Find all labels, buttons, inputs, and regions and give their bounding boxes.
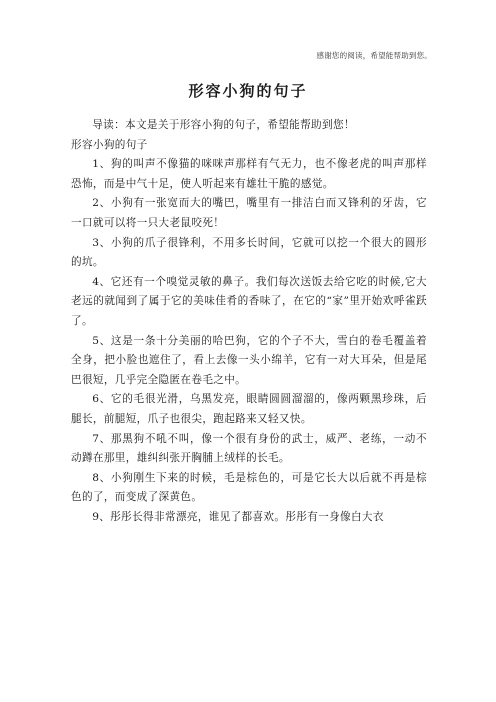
paragraph: 8、小狗刚生下来的时候，毛是棕色的，可是它长大以后就不再是棕色的了，而变成了深黄色。 bbox=[71, 471, 427, 504]
intro-paragraph: 导读：本文是关于形容小狗的句子，希望能帮助到您！ bbox=[92, 119, 355, 131]
document-body bbox=[71, 116, 427, 527]
page-title: 形容小狗的句子 bbox=[188, 82, 308, 100]
paragraph: 4、它还有一个嗅觉灵敏的鼻子。我们每次送饭去给它吃的时候,它大老远的就闻到了属于它的美味佳肴的香味了，在它的“家”里开始欢呼雀跃了。 bbox=[71, 275, 427, 327]
paragraph: 3、小狗的爪子很锋利，不用多长时间，它就可以挖一个很大的圆形的坑。 bbox=[71, 236, 427, 269]
header-note: 感谢您的阅读，希望能帮助到您。 bbox=[316, 51, 432, 60]
paragraph: 5、这是一条十分美丽的哈巴狗，它的个子不大，雪白的卷毛覆盖着全身，把小脸也遮住了，看上去像一头小绵羊，它有一对大耳朵，但是尾巴很短，几乎完全隐匿在卷毛之中。 bbox=[71, 334, 427, 386]
paragraph: 2、小狗有一张宽而大的嘴巴，嘴里有一排洁白而又锋利的牙齿，它一口就可以将一只大老鼠咬死！ bbox=[71, 197, 427, 229]
paragraph: 7、那黑狗不吼不叫，像一个很有身份的武士，威严、老练，一动不动蹲在那里，雄纠纠张开胸脯上绒样的长毛。 bbox=[71, 432, 427, 465]
paragraph: 1、狗的叫声不像猫的咪咪声那样有气无力，也不像老虎的叫声那样恐怖，而是中气十足，使人听起来有雄壮干脆的感觉。 bbox=[71, 158, 427, 190]
section-subtitle: 形容小狗的句子 bbox=[71, 138, 148, 151]
paragraph: 9、彤彤长得非常漂亮，谁见了都喜欢。彤彤有一身像白大衣 bbox=[92, 510, 384, 523]
paragraph: 6、它的毛很光滑，乌黑发亮，眼睛圆圆溜溜的，像两颗黑珍珠，后腿长，前腿短，爪子也很尖，跑起路来又轻又快。 bbox=[71, 393, 427, 425]
